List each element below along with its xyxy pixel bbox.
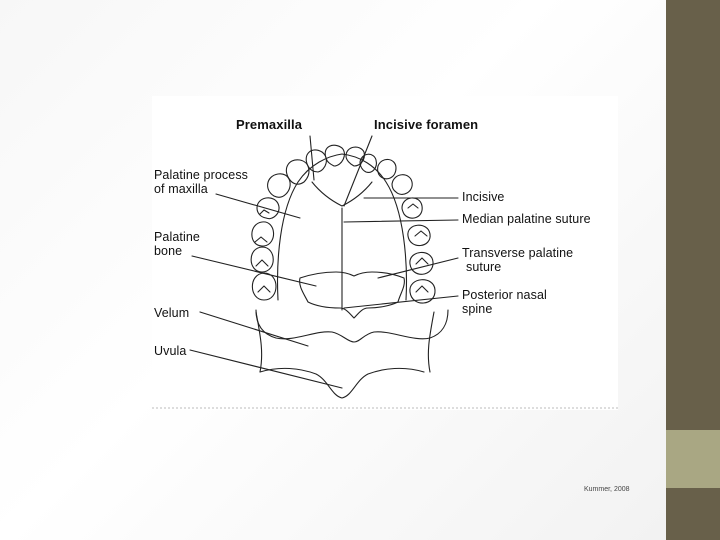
label-transverse-suture-line1: Transverse palatine — [462, 246, 574, 260]
label-uvula: Uvula — [154, 344, 187, 358]
label-median-palatine-suture: Median palatine suture — [462, 212, 591, 226]
leader-premaxilla — [310, 136, 314, 180]
tooth-groove — [408, 204, 428, 292]
accent-bar-bottom — [666, 488, 720, 540]
palate-diagram — [152, 96, 618, 410]
label-palatine-process — [154, 168, 248, 196]
leader-palatine-bone — [192, 256, 316, 286]
tooth — [402, 198, 422, 218]
tooth — [268, 174, 291, 198]
palatine-bone-outline — [300, 272, 405, 318]
label-palatine-bone — [154, 230, 200, 258]
accent-bar-middle — [666, 430, 720, 488]
label-posterior-nasal-spine-line2: spine — [462, 302, 493, 316]
label-palatine-process-line2: of maxilla — [154, 182, 208, 196]
tooth — [257, 198, 279, 219]
leader-velum — [200, 312, 308, 346]
label-transverse-palatine-suture — [462, 246, 573, 274]
label-incisive-foramen: Incisive foramen — [374, 117, 479, 132]
label-palatine-bone-line1: Palatine — [154, 230, 200, 244]
image-credit: Kummer, 2008 — [584, 486, 630, 493]
tooth — [392, 175, 412, 195]
jaw-outline — [256, 312, 434, 372]
tooth — [410, 252, 433, 274]
incisive-region — [312, 182, 372, 206]
leader-posterior-nasal-spine — [344, 296, 458, 308]
label-palatine-bone-line2: bone — [154, 244, 183, 258]
label-posterior-nasal-spine-line1: Posterior nasal — [462, 288, 547, 302]
leader-uvula — [190, 350, 342, 388]
velum-outline — [256, 310, 448, 342]
label-palatine-process-line1: Palatine process — [154, 168, 249, 182]
label-posterior-nasal-spine — [462, 288, 547, 316]
label-premaxilla: Premaxilla — [236, 117, 303, 132]
label-incisive: Incisive — [462, 190, 505, 204]
accent-bar-top — [666, 0, 720, 430]
uvula-outline — [260, 368, 424, 398]
label-velum: Velum — [154, 306, 190, 320]
tooth — [378, 159, 396, 178]
leader-transverse-suture — [378, 258, 458, 278]
label-transverse-suture-line2: suture — [466, 260, 502, 274]
